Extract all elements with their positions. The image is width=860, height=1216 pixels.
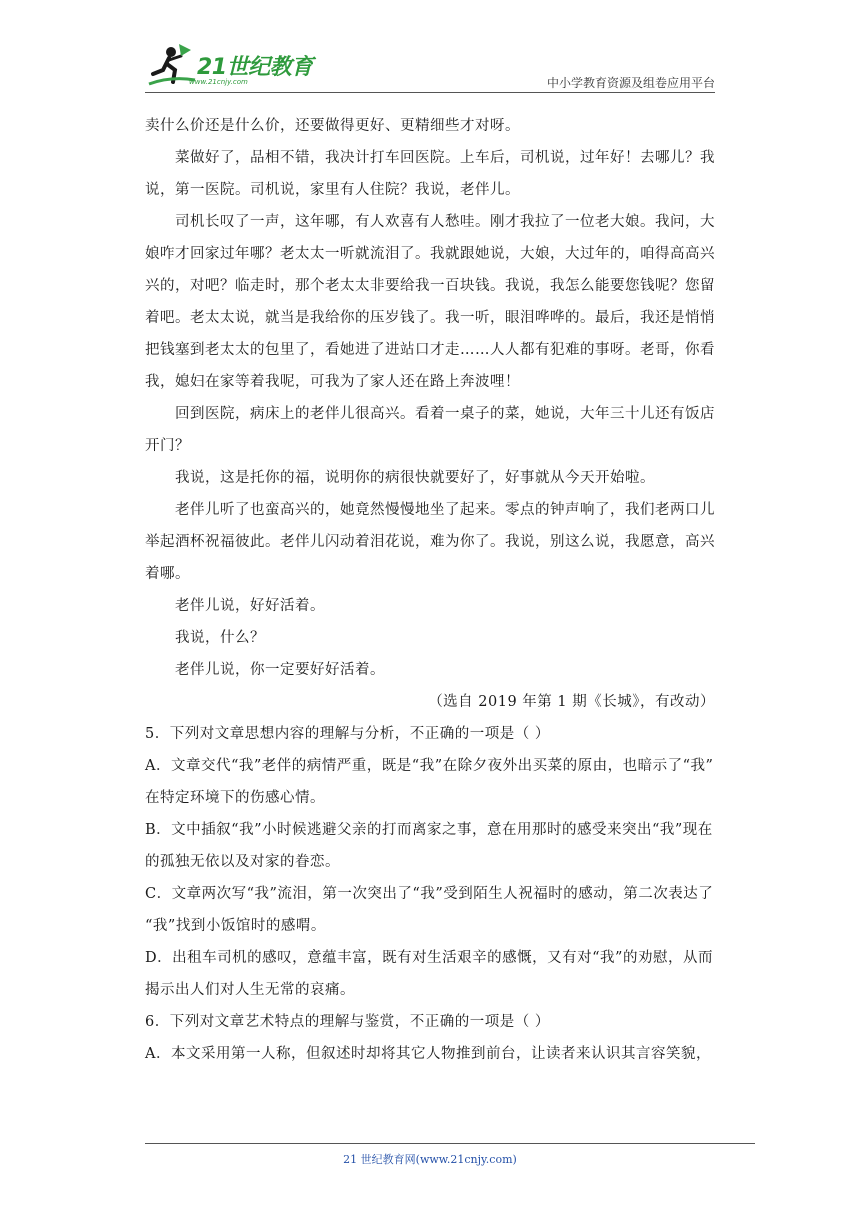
text-line: 的孤独无依以及对家的眷恋。 (145, 854, 340, 870)
text-line: 老伴儿听了也蛮高兴的，她竟然慢慢地坐了起来。零点的钟声响了，我们老两口儿 (175, 502, 715, 518)
text-line: “我”找到小饭馆时的感喟。 (145, 918, 326, 934)
text-line: 揭示出人们对人生无常的哀痛。 (145, 982, 355, 998)
text-line: 开门？ (145, 438, 190, 454)
footer-link[interactable]: 21 世纪教育网(www.21cnjy.com) (343, 1153, 517, 1166)
text-line: D．出租车司机的感叹，意蕴丰富，既有对生活艰辛的感慨，又有对“我”的劝慰，从而 (145, 950, 713, 966)
text-line: 说，第一医院。司机说，家里有人住院？我说，老伴儿。 (145, 182, 520, 198)
page-header (145, 40, 715, 92)
text-line: 把钱塞到老太太的包里了，看她进了进站口才走……人人都有犯难的事呀。老哥，你看 (145, 342, 715, 358)
text-line: 卖什么价还是什么价，还要做得更好、更精细些才对呀。 (145, 118, 520, 134)
text-line: 老伴儿说，你一定要好好活着。 (175, 662, 385, 678)
logo-text: 21世纪教育 (197, 55, 313, 80)
text-line: A．本文采用第一人称，但叙述时却将其它人物推到前台，让读者来认识其言容笑貌， (145, 1046, 711, 1062)
site-logo[interactable] (145, 40, 315, 92)
text-line: 司机长叹了一声，这年哪，有人欢喜有人愁哇。刚才我拉了一位老大娘。我问，大 (175, 214, 715, 230)
text-line: 举起酒杯祝福彼此。老伴儿闪动着泪花说，难为你了。我说，别这么说，我愿意，高兴 (145, 534, 715, 550)
text-line: 在特定环境下的伤感心情。 (145, 790, 325, 806)
text-line: 6．下列对文章艺术特点的理解与鉴赏，不正确的一项是（ ） (145, 1014, 550, 1030)
text-line: 菜做好了，品相不错，我决计打车回医院。上车后，司机说，过年好！去哪儿？我 (175, 150, 715, 166)
text-line: C．文章两次写“我”流泪，第一次突出了“我”受到陌生人祝福时的感动，第二次表达了 (145, 886, 714, 902)
document-body (145, 110, 715, 1070)
source-citation: （选自 2019 年第 1 期《长城》，有改动） (428, 694, 715, 710)
footer-divider (145, 1143, 755, 1144)
site-tagline: 中小学教育资源及组卷应用平台 (546, 76, 715, 90)
text-line: 我说，这是托你的福，说明你的病很快就要好了，好事就从今天开始啦。 (175, 470, 655, 486)
text-line: 着哪。 (145, 566, 190, 582)
text-line: 我说，什么？ (175, 630, 265, 646)
text-line: 5．下列对文章思想内容的理解与分析，不正确的一项是（ ） (145, 726, 550, 742)
text-line: A．文章交代“我”老伴的病情严重，既是“我”在除夕夜外出买菜的原由，也暗示了“我” (145, 758, 714, 774)
text-line: 回到医院，病床上的老伴儿很高兴。看着一桌子的菜，她说，大年三十儿还有饭店 (175, 406, 715, 422)
text-line: 着吧。老太太说，就当是我给你的压岁钱了。我一听，眼泪哗哗的。最后，我还是悄悄 (145, 310, 715, 326)
logo-url: www.21cnjy.com (189, 78, 248, 86)
text-line: B．文中插叙“我”小时候逃避父亲的打而离家之事，意在用那时的感受来突出“我”现在 (145, 822, 713, 838)
text-line: 兴的，对吧？临走时，那个老太太非要给我一百块钱。我说，我怎么能要您钱呢？您留 (145, 278, 715, 294)
text-line: 娘咋才回家过年哪？老太太一听就流泪了。我就跟她说，大娘，大过年的，咱得高高兴 (145, 246, 715, 262)
text-line: 我，媳妇在家等着我呢，可我为了家人还在路上奔波哩！ (145, 374, 520, 390)
text-line: 老伴儿说，好好活着。 (175, 598, 325, 614)
header-divider (145, 92, 715, 93)
